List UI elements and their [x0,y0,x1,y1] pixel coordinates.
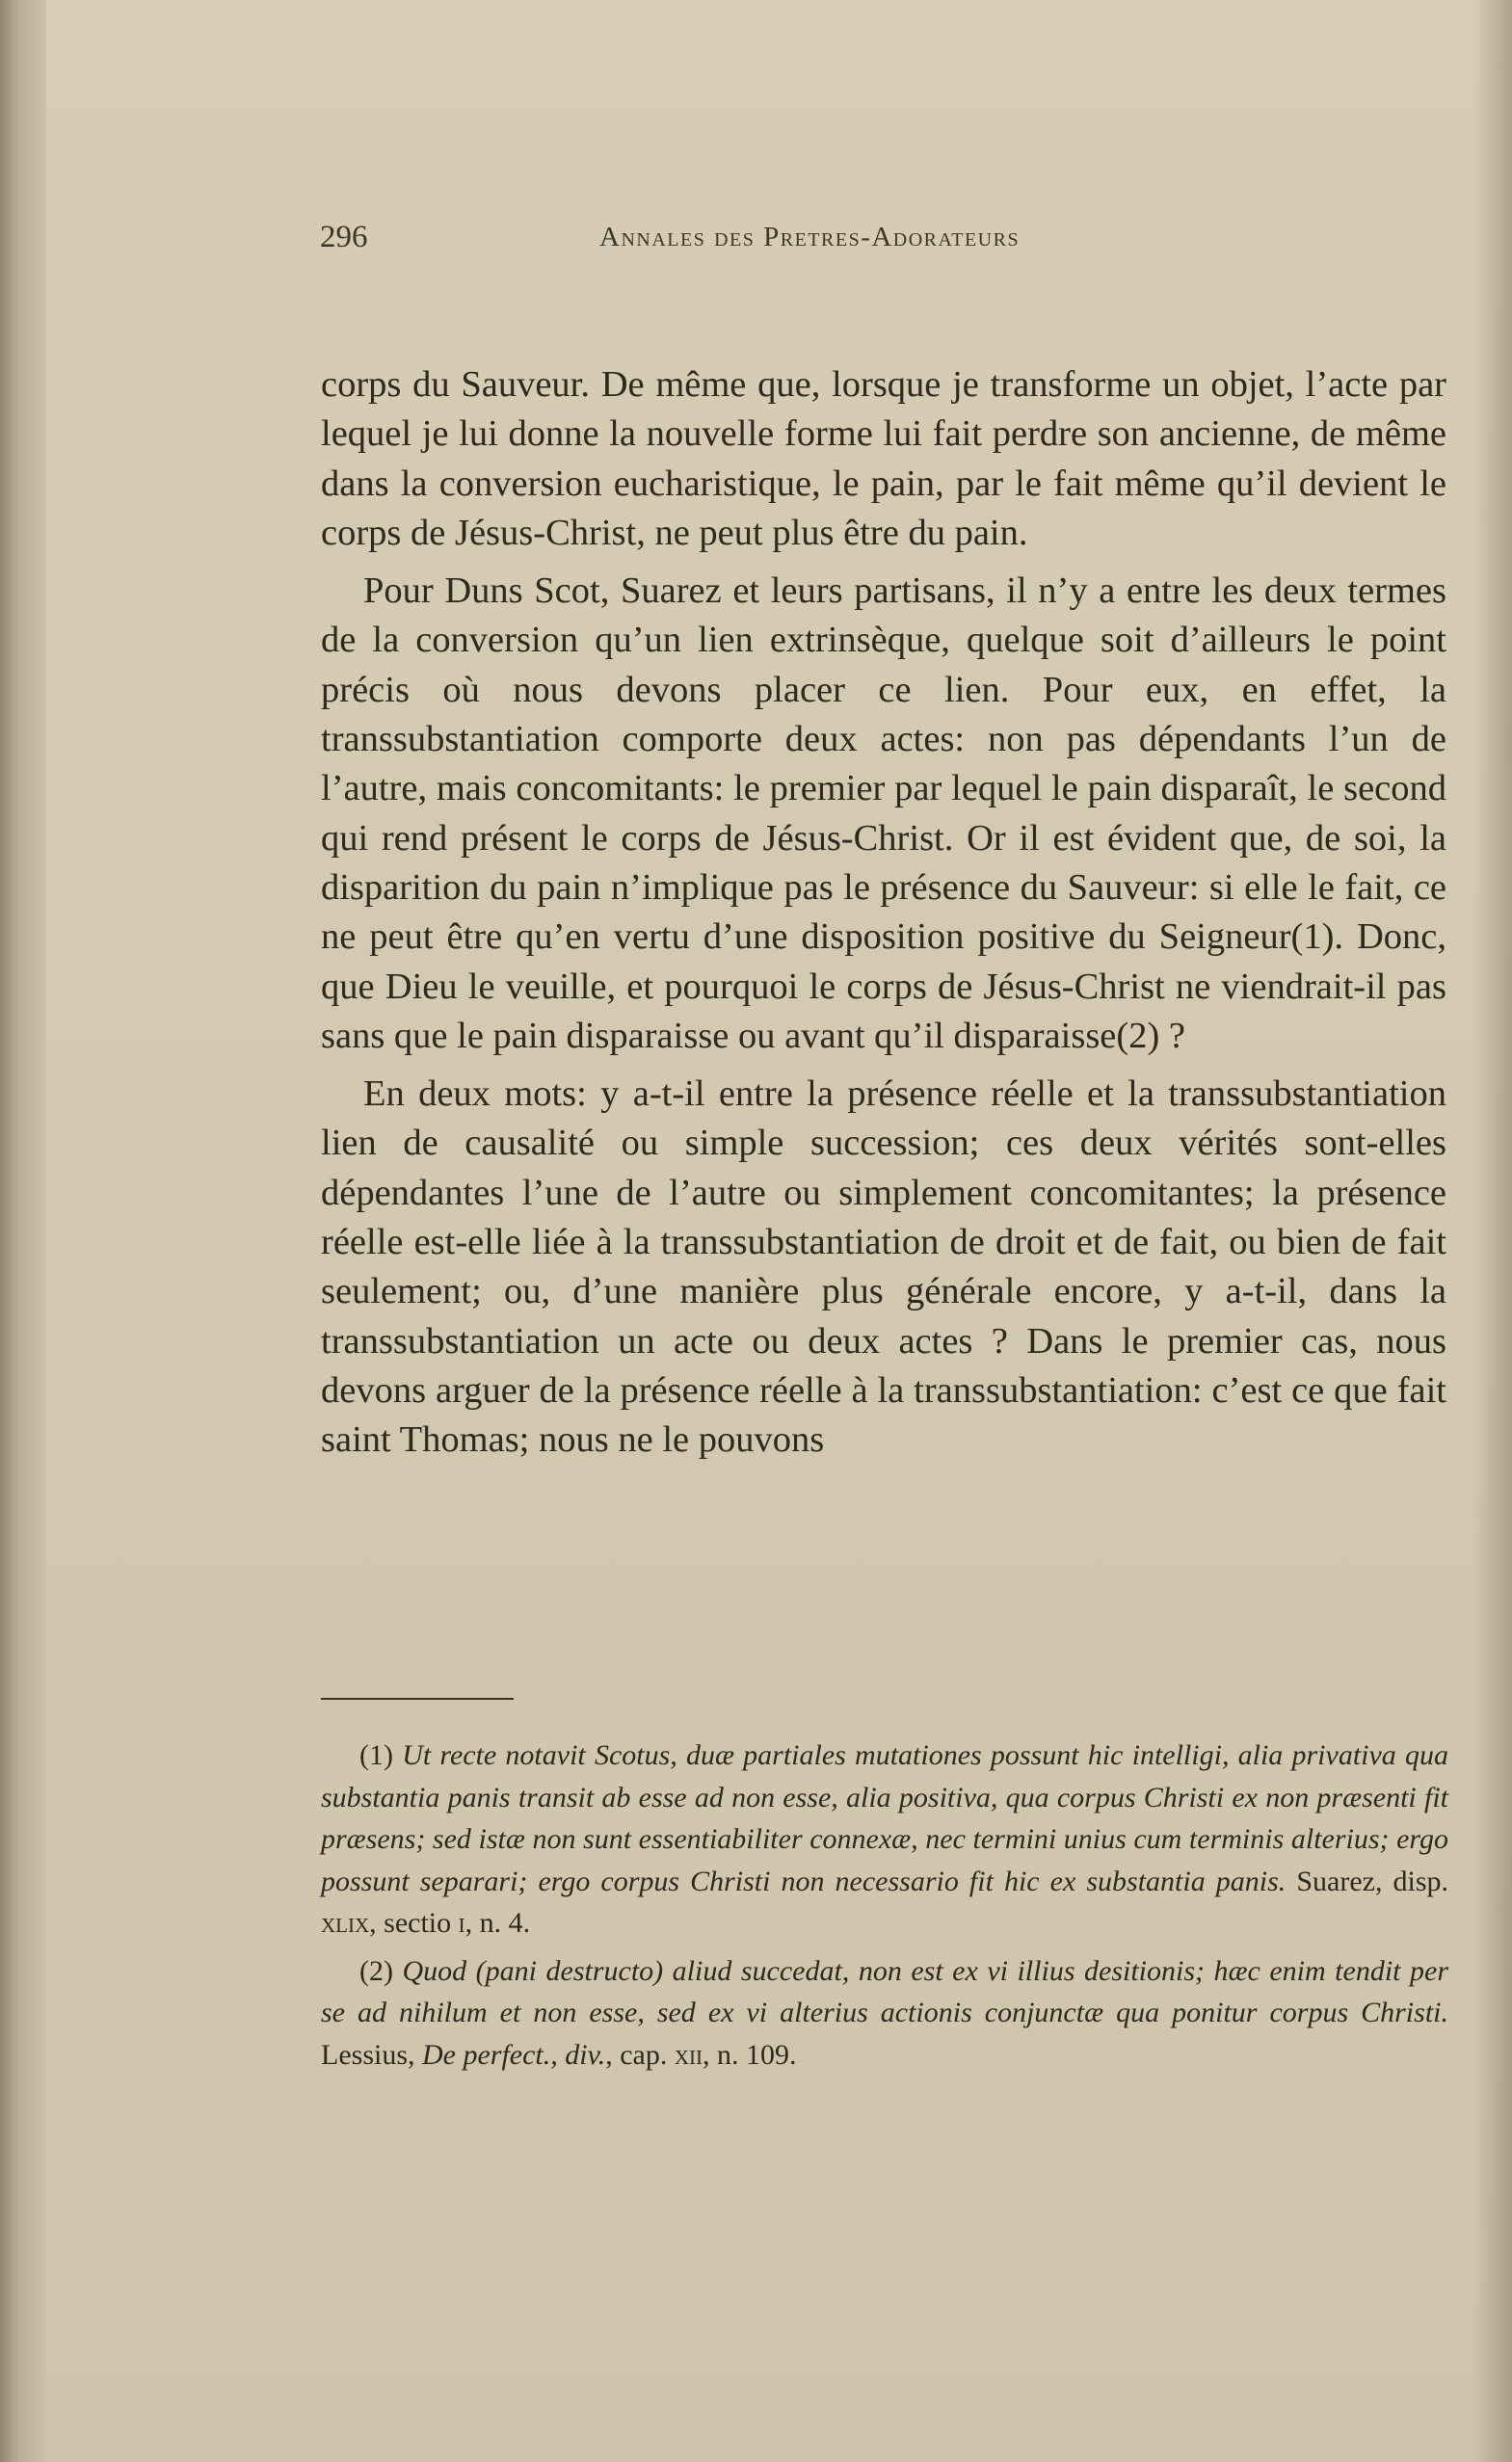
footnote-source: Suarez, disp. [1296,1865,1449,1897]
footnote-ref: , n. 109. [703,2038,797,2071]
main-text [321,360,1446,1466]
footnotes [321,1734,1448,2076]
paragraph: En deux mots: y a-t-il entre la présence réelle et la transsubstantiation lien de causalité ou simple succession; ces deux vérités sont-elles dépendantes l’une de l’autre ou simplement concomitantes; la présence réelle est-elle liée à la transsubstantiation de droit et de fait, ou bien de fait seulement; ou, d’une manière plus générale encore, y a-t-il, dans la transsubstantiation un acte ou deux actes ? Dans le premier cas, nous devons arguer de la présence réelle à la transsubstantiation: c’est ce que fait saint Thomas; nous ne le pouvons [321,1073,1446,1461]
footnote-ref: , cap. [605,2038,675,2071]
footnote-marker: (2) [359,1954,393,1987]
paragraph: corps du Sauveur. De même que, lorsque je transforme un objet, l’acte par lequel je lui donne la nouvelle forme lui fait perdre son ancienne, de même dans la conversion eucharistique, le pain, par le fait même qu’il devient le corps de Jésus-Christ, ne peut plus être du pain. [321,364,1446,553]
footnote-ref: i [458,1907,465,1939]
footnote-1 [321,1734,1448,1945]
page-header [320,220,1446,258]
paragraph: Pour Duns Scot, Suarez et leurs partisans, il n’y a entre les deux termes de la conversion qu’un lien extrinsèque, quelque soit d’ailleurs le point précis où nous devons placer ce lien. Pour eux, en effet, la transsubstantiation comporte deux actes: non pas dépendants l’un de l’autre, mais concomitants: le premier par lequel le pain disparaît, le second qui rend présent le corps de Jésus-Christ. Or il est évident que, de soi, la disparition du pain n’implique pas le présence du Sauveur: si elle le fait, ce ne peut être qu’en vertu d’une disposition positive du Seigneur(1). Donc, que Dieu le veuille, et pourquoi le corps de Jésus-Christ ne viendrait-il pas sans que le pain disparaisse ou avant qu’il disparaisse(2) ? [321,570,1446,1056]
footnote-separator [321,1698,514,1700]
footnote-ref: , sectio [369,1907,459,1939]
footnote-ref: , n. 4. [464,1907,531,1939]
footnote-quote: Quod (pani destructo) aliud succedat, non est ex vi illius desitionis; hæc enim tendit per se ad nihilum et non esse, sed ex vi alterius actionis conjunctæ qua ponitur corpus Christi. [321,1954,1448,2028]
footnote-quote: Ut recte notavit Scotus, duæ partiales mutationes possunt hic intelligi, alia privativa qua substantia panis transit ab esse ad non esse, alia positiva, qua corpus Christi ex non præsenti fit præsens; sed istæ non sunt essentiabiliter connexæ, nec termini unius cum terminis alterius; ergo possunt separari; ergo corpus Christi non necessario fit hic ex substantia panis. [321,1739,1449,1897]
footnote-ref: xii [674,2038,703,2071]
footnote-author: Lessius, [321,2038,415,2071]
running-title: Annales des Pretres-Adorateurs [599,222,1021,252]
footnote-marker: (1) [359,1739,393,1771]
footnote-2 [321,1950,1448,2077]
page-number: 296 [320,220,368,254]
page-edge [0,0,46,2462]
page-gutter-shadow [1473,0,1512,2462]
footnote-ref: xlix [321,1907,370,1939]
footnote-work: De perfect., div. [422,2038,606,2071]
